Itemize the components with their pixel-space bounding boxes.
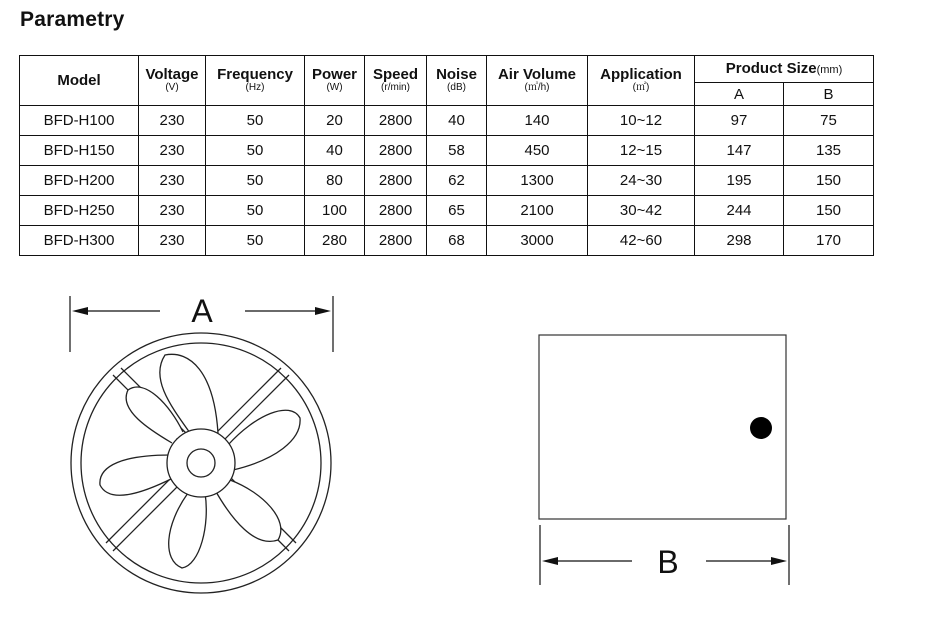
header-application-label: Application xyxy=(600,66,682,83)
header-voltage-label: Voltage xyxy=(145,66,199,83)
cell-air-volume: 2100 xyxy=(487,196,588,226)
cell-speed: 2800 xyxy=(365,226,427,256)
fan-front-view xyxy=(71,333,331,593)
cell-air-volume: 140 xyxy=(487,106,588,136)
cell-noise: 40 xyxy=(427,106,487,136)
cell-power: 80 xyxy=(305,166,365,196)
header-frequency-unit: (Hz) xyxy=(245,82,265,93)
cell-application: 12~15 xyxy=(588,136,695,166)
cell-application: 42~60 xyxy=(588,226,695,256)
cell-voltage: 230 xyxy=(139,106,206,136)
cell-speed: 2800 xyxy=(365,196,427,226)
cell-noise: 58 xyxy=(427,136,487,166)
cell-application: 30~42 xyxy=(588,196,695,226)
cell-model: BFD-H100 xyxy=(20,106,139,136)
cell-model: BFD-H250 xyxy=(20,196,139,226)
cell-size-a: 147 xyxy=(695,136,784,166)
dimension-b-label: B xyxy=(657,544,679,580)
header-size-a: A xyxy=(695,83,784,106)
cell-application: 10~12 xyxy=(588,106,695,136)
cell-frequency: 50 xyxy=(206,226,305,256)
cell-size-b: 170 xyxy=(784,226,874,256)
cell-size-b: 150 xyxy=(784,196,874,226)
header-voltage-unit: (V) xyxy=(165,82,179,93)
cell-model: BFD-H300 xyxy=(20,226,139,256)
fan-side-view xyxy=(539,335,786,519)
cell-voltage: 230 xyxy=(139,226,206,256)
cell-size-a: 97 xyxy=(695,106,784,136)
cell-size-b: 75 xyxy=(784,106,874,136)
cell-noise: 68 xyxy=(427,226,487,256)
cell-air-volume: 3000 xyxy=(487,226,588,256)
header-product-size-label: Product Size xyxy=(725,59,817,77)
header-product-size-unit: (mm) xyxy=(816,63,843,76)
cell-size-a: 298 xyxy=(695,226,784,256)
header-speed-unit: (r/min) xyxy=(381,82,410,93)
cell-application: 24~30 xyxy=(588,166,695,196)
header-power-unit: (W) xyxy=(326,82,343,93)
cell-power: 100 xyxy=(305,196,365,226)
page-title: Parametry xyxy=(20,8,125,31)
cell-voltage: 230 xyxy=(139,166,206,196)
header-frequency-label: Frequency xyxy=(217,66,293,83)
cell-size-b: 135 xyxy=(784,136,874,166)
cell-frequency: 50 xyxy=(206,106,305,136)
header-noise-label: Noise xyxy=(436,66,477,83)
cell-model: BFD-H150 xyxy=(20,136,139,166)
cell-frequency: 50 xyxy=(206,196,305,226)
cell-frequency: 50 xyxy=(206,136,305,166)
cell-voltage: 230 xyxy=(139,196,206,226)
header-size-b: B xyxy=(784,83,874,106)
cell-power: 280 xyxy=(305,226,365,256)
cell-frequency: 50 xyxy=(206,166,305,196)
cell-size-a: 244 xyxy=(695,196,784,226)
header-model: Model xyxy=(20,56,139,106)
header-speed-label: Speed xyxy=(372,66,418,83)
cell-noise: 62 xyxy=(427,166,487,196)
cell-noise: 65 xyxy=(427,196,487,226)
cell-size-b: 150 xyxy=(784,166,874,196)
cell-power: 40 xyxy=(305,136,365,166)
header-air-volume-label: Air Volume xyxy=(497,66,577,83)
cell-power: 20 xyxy=(305,106,365,136)
cell-air-volume: 450 xyxy=(487,136,588,166)
header-application-unit: (㎡) xyxy=(632,82,650,93)
cell-model: BFD-H200 xyxy=(20,166,139,196)
cell-voltage: 230 xyxy=(139,136,206,166)
cell-speed: 2800 xyxy=(365,166,427,196)
cell-speed: 2800 xyxy=(365,106,427,136)
header-air-volume-unit: (㎥/h) xyxy=(524,82,550,93)
cell-air-volume: 1300 xyxy=(487,166,588,196)
cell-size-a: 195 xyxy=(695,166,784,196)
header-noise-unit: (dB) xyxy=(447,82,466,93)
cell-speed: 2800 xyxy=(365,136,427,166)
dimension-a-label: A xyxy=(191,293,213,329)
header-power-label: Power xyxy=(311,66,357,83)
